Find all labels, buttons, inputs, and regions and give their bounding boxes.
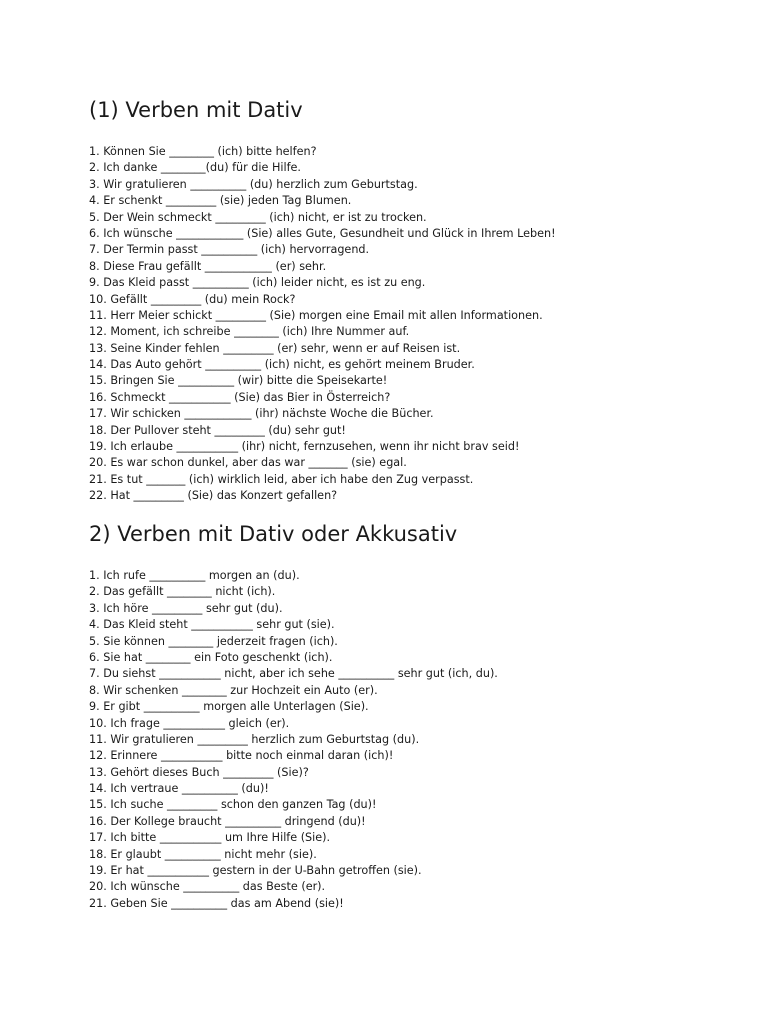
section-2-exercise-list bbox=[89, 568, 498, 912]
exercise-item: 16. Der Kollege braucht __________ dringend (du)! bbox=[89, 814, 366, 828]
exercise-item: 16. Schmeckt ___________ (Sie) das Bier in Österreich? bbox=[89, 390, 391, 404]
exercise-item: 7. Du siehst ___________ nicht, aber ich sehe __________ sehr gut (ich, du). bbox=[89, 667, 498, 681]
exercise-item: 7. Der Termin passt __________ (ich) hervorragend. bbox=[89, 243, 370, 257]
exercise-item: 6. Sie hat ________ ein Foto geschenkt (ich). bbox=[89, 650, 333, 664]
section-2-title: 2) Verben mit Dativ oder Akkusativ bbox=[89, 522, 458, 546]
exercise-item: 12. Moment, ich schreibe ________ (ich) Ihre Nummer auf. bbox=[89, 325, 410, 339]
exercise-item: 13. Gehört dieses Buch _________ (Sie)? bbox=[89, 765, 309, 779]
exercise-item: 18. Der Pullover steht _________ (du) sehr gut! bbox=[89, 423, 346, 437]
exercise-item: 14. Ich vertraue __________ (du)! bbox=[89, 782, 269, 796]
section-1-title: (1) Verben mit Dativ bbox=[89, 98, 303, 122]
exercise-item: 1. Ich rufe __________ morgen an (du). bbox=[89, 569, 300, 582]
exercise-item: 3. Ich höre _________ sehr gut (du). bbox=[89, 601, 283, 615]
exercise-item: 17. Wir schicken ____________ (ihr) nächste Woche die Bücher. bbox=[89, 407, 434, 421]
exercise-item: 9. Das Kleid passt __________ (ich) leider nicht, es ist zu eng. bbox=[89, 276, 426, 290]
exercise-item: 8. Wir schenken ________ zur Hochzeit ein Auto (er). bbox=[89, 683, 378, 697]
exercise-item: 15. Bringen Sie __________ (wir) bitte die Speisekarte! bbox=[89, 374, 388, 388]
exercise-item: 10. Gefällt _________ (du) mein Rock? bbox=[89, 292, 296, 306]
exercise-item: 18. Er glaubt __________ nicht mehr (sie). bbox=[89, 847, 317, 861]
exercise-item: 4. Er schenkt _________ (sie) jeden Tag Blumen. bbox=[89, 194, 352, 208]
exercise-item: 13. Seine Kinder fehlen _________ (er) sehr, wenn er auf Reisen ist. bbox=[89, 341, 461, 355]
exercise-item: 21. Es tut _______ (ich) wirklich leid, aber ich habe den Zug verpasst. bbox=[89, 472, 474, 486]
exercise-item: 8. Diese Frau gefällt ____________ (er) sehr. bbox=[89, 259, 327, 273]
exercise-item: 2. Das gefällt ________ nicht (ich). bbox=[89, 585, 276, 599]
exercise-item: 11. Herr Meier schickt _________ (Sie) morgen eine Email mit allen Informationen. bbox=[89, 308, 543, 322]
exercise-item: 12. Erinnere ___________ bitte noch einmal daran (ich)! bbox=[89, 749, 394, 763]
exercise-item: 11. Wir gratulieren _________ herzlich zum Geburtstag (du). bbox=[89, 732, 420, 746]
exercise-item: 22. Hat _________ (Sie) das Konzert gefallen? bbox=[89, 489, 338, 503]
exercise-item: 9. Er gibt __________ morgen alle Unterlagen (Sie). bbox=[89, 700, 369, 714]
exercise-item: 3. Wir gratulieren __________ (du) herzlich zum Geburtstag. bbox=[89, 177, 418, 191]
exercise-item: 2. Ich danke ________(du) für die Hilfe. bbox=[89, 161, 301, 175]
exercise-item: 1. Können Sie ________ (ich) bitte helfen? bbox=[89, 145, 317, 158]
exercise-item: 5. Der Wein schmeckt _________ (ich) nicht, er ist zu trocken. bbox=[89, 210, 427, 224]
exercise-item: 6. Ich wünsche ____________ (Sie) alles Gute, Gesundheit und Glück in Ihrem Leben! bbox=[89, 226, 556, 240]
exercise-item: 17. Ich bitte ___________ um Ihre Hilfe (Sie). bbox=[89, 831, 331, 845]
exercise-item: 5. Sie können ________ jederzeit fragen (ich). bbox=[89, 634, 338, 648]
exercise-item: 20. Es war schon dunkel, aber das war _______ (sie) egal. bbox=[89, 456, 407, 470]
exercise-item: 14. Das Auto gehört __________ (ich) nicht, es gehört meinem Bruder. bbox=[89, 358, 475, 372]
exercise-item: 10. Ich frage ___________ gleich (er). bbox=[89, 716, 290, 730]
exercise-item: 4. Das Kleid steht ___________ sehr gut (sie). bbox=[89, 618, 335, 632]
exercise-item: 20. Ich wünsche __________ das Beste (er). bbox=[89, 880, 326, 894]
section-1-exercise-list bbox=[89, 144, 556, 505]
exercise-item: 19. Er hat ___________ gestern in der U-Bahn getroffen (sie). bbox=[89, 864, 422, 878]
exercise-item: 21. Geben Sie __________ das am Abend (sie)! bbox=[89, 896, 344, 910]
exercise-item: 19. Ich erlaube ___________ (ihr) nicht, fernzusehen, wenn ihr nicht brav seid! bbox=[89, 440, 520, 454]
exercise-item: 15. Ich suche _________ schon den ganzen Tag (du)! bbox=[89, 798, 377, 812]
